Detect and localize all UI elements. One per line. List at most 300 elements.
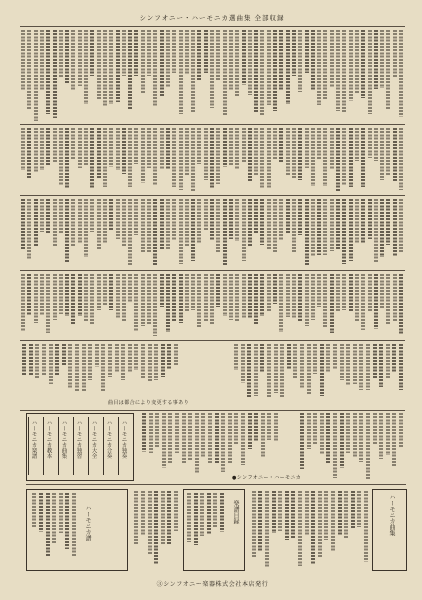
text-column: [298, 30, 302, 92]
text-column: [254, 413, 258, 442]
text-column: [179, 30, 183, 114]
text-column: [374, 128, 378, 161]
catalog-section-4: [20, 274, 405, 336]
section-rule-6: [26, 484, 406, 485]
text-column: [141, 274, 145, 326]
text-column: [103, 128, 107, 187]
text-column: [72, 493, 76, 557]
text-column: [366, 413, 370, 479]
text-column: [359, 413, 363, 462]
text-column: [52, 493, 56, 544]
text-column: [195, 413, 199, 473]
text-column: [134, 491, 138, 545]
header-rule: [20, 26, 405, 27]
text-column: [298, 274, 302, 321]
text-column: [399, 128, 403, 190]
text-column: [260, 344, 264, 372]
text-column: [197, 199, 201, 244]
text-column: [336, 30, 340, 111]
text-column: [273, 274, 277, 304]
text-column: [247, 344, 251, 397]
text-column: [273, 199, 277, 253]
text-column: [242, 128, 246, 162]
text-column: [166, 128, 170, 169]
text-column: [279, 128, 283, 163]
text-column: [207, 493, 211, 534]
text-column: [279, 274, 283, 332]
text-column: [59, 493, 63, 533]
text-column: [75, 344, 79, 392]
text-column: [21, 30, 25, 91]
text-column: [386, 199, 390, 245]
text-column: [326, 344, 330, 373]
bottom-center-box-title: 楽譜目録: [232, 500, 239, 524]
text-column: [59, 274, 63, 314]
text-column: [216, 274, 220, 307]
text-column: [280, 344, 284, 397]
text-column: [32, 493, 36, 527]
text-column: [317, 274, 321, 307]
text-column: [254, 344, 258, 396]
text-column: [291, 491, 295, 539]
text-column: [298, 491, 302, 566]
text-column: [248, 128, 252, 181]
text-column: [223, 274, 227, 316]
text-column: [210, 274, 214, 325]
text-column: [34, 30, 38, 121]
text-column: [311, 274, 315, 320]
text-column: [34, 199, 38, 247]
text-column: [386, 30, 390, 110]
text-column: [392, 344, 396, 373]
text-column: [210, 128, 214, 188]
text-column: [286, 274, 290, 317]
text-column: [248, 30, 252, 95]
text-column: [330, 30, 334, 87]
text-column: [191, 274, 195, 310]
text-column: [374, 30, 378, 89]
text-column: [342, 274, 346, 310]
text-column: [344, 491, 348, 539]
text-column: [185, 128, 189, 176]
text-column: [318, 491, 322, 558]
text-column: [279, 199, 283, 240]
text-column: [162, 413, 166, 468]
text-column: [128, 344, 132, 372]
text-column: [103, 30, 107, 107]
text-column: [153, 30, 157, 106]
text-column: [293, 344, 297, 378]
text-column: [355, 128, 359, 161]
text-column: [65, 128, 69, 189]
catalog-section-2: [20, 128, 405, 192]
text-column: [53, 274, 57, 320]
text-column: [167, 491, 171, 544]
text-column: [364, 491, 368, 562]
text-column: [342, 30, 346, 113]
text-column: [191, 199, 195, 261]
text-column: [68, 344, 72, 388]
text-column: [172, 128, 176, 187]
text-column: [65, 493, 69, 549]
text-column: [108, 344, 112, 377]
text-column: [267, 274, 271, 311]
text-column: [182, 413, 186, 463]
text-column: [336, 128, 340, 191]
text-column: [317, 30, 321, 105]
text-column: [65, 199, 69, 262]
text-column: [258, 491, 262, 552]
text-column: [71, 128, 75, 160]
text-column: [340, 344, 344, 380]
text-column: [128, 30, 132, 110]
text-column: [142, 413, 146, 452]
text-column: [46, 274, 50, 333]
text-column: [210, 199, 214, 240]
text-column: [267, 413, 271, 440]
text-column: [260, 199, 264, 245]
text-column: [229, 128, 233, 165]
text-column: [386, 274, 390, 324]
text-column: [317, 199, 321, 255]
text-column: [399, 199, 403, 253]
text-column: [267, 30, 271, 105]
text-column: [313, 344, 317, 374]
text-column: [167, 344, 171, 369]
text-column: [267, 199, 271, 249]
text-column: [254, 199, 258, 233]
text-column: [320, 344, 324, 396]
text-column: [361, 274, 365, 330]
text-column: [393, 199, 397, 256]
text-column: [197, 30, 201, 80]
text-column: [134, 344, 138, 370]
text-column: [21, 128, 25, 170]
text-column: [40, 199, 44, 232]
text-column: [213, 493, 217, 527]
text-column: [174, 344, 178, 366]
text-column: [49, 344, 53, 384]
ad-box-title: ハーモニカ曲集: [60, 420, 67, 459]
text-column: [298, 128, 302, 180]
text-column: [185, 30, 189, 75]
ad-box-title: ハーモニカ独習: [75, 420, 82, 459]
text-column: [59, 128, 63, 185]
text-column: [399, 413, 403, 447]
text-column: [330, 274, 334, 333]
page-footer-imprint: ③シンフオニー楽器株式会社本店発行: [156, 581, 269, 588]
text-column: [342, 128, 346, 185]
text-column: [179, 128, 183, 190]
text-column: [166, 274, 170, 332]
text-column: [109, 199, 113, 231]
text-column: [393, 128, 397, 181]
text-column: [46, 493, 50, 557]
text-column: [386, 413, 390, 455]
text-column: [326, 413, 330, 464]
text-column: [392, 413, 396, 466]
catalog-section-6: [140, 413, 280, 473]
text-column: [27, 128, 31, 178]
text-column: [97, 199, 101, 250]
text-column: [155, 413, 159, 448]
text-column: [46, 128, 50, 166]
text-column: [90, 274, 94, 325]
text-column: [252, 491, 256, 558]
text-column: [78, 30, 82, 86]
text-column: [128, 199, 132, 266]
text-column: [274, 413, 278, 442]
bottom-right-list: [250, 491, 370, 567]
text-column: [373, 344, 377, 379]
text-column: [115, 344, 119, 372]
text-column: [229, 199, 233, 239]
section-rule-1: [20, 124, 405, 125]
text-column: [242, 274, 246, 318]
text-column: [355, 199, 359, 243]
text-column: [21, 199, 25, 250]
text-column: [147, 274, 151, 325]
text-column: [278, 491, 282, 531]
text-column: [128, 274, 132, 302]
text-column: [216, 199, 220, 253]
text-column: [353, 344, 357, 384]
text-column: [134, 274, 138, 331]
text-column: [82, 344, 86, 392]
text-column: [307, 413, 311, 449]
text-column: [342, 199, 346, 264]
text-column: [368, 274, 372, 312]
text-column: [122, 199, 126, 246]
text-column: [103, 199, 107, 243]
text-column: [229, 274, 233, 320]
text-column: [220, 493, 224, 532]
text-column: [324, 491, 328, 540]
text-column: [78, 199, 82, 244]
text-column: [121, 344, 125, 380]
text-column: [267, 344, 271, 397]
text-column: [286, 199, 290, 234]
ad-box-title: ハーモニカ教本: [45, 420, 52, 459]
text-column: [149, 413, 153, 453]
text-column: [386, 128, 390, 175]
text-column: [333, 413, 337, 478]
text-column: [307, 344, 311, 395]
text-column: [40, 128, 44, 170]
text-column: [39, 493, 43, 532]
text-column: [353, 413, 357, 458]
text-column: [380, 30, 384, 88]
text-column: [305, 128, 309, 168]
bottom-right-box-title: ハーモニカ曲集: [388, 494, 395, 536]
text-column: [109, 128, 113, 167]
text-column: [53, 30, 57, 118]
section-rule-2: [20, 195, 405, 196]
text-column: [234, 413, 238, 445]
text-column: [109, 274, 113, 310]
bottom-left-box-title: ハーモニカ譜: [84, 505, 91, 541]
text-column: [254, 274, 258, 325]
text-column: [208, 413, 212, 464]
text-column: [216, 128, 220, 184]
text-column: [134, 30, 138, 76]
text-column: [116, 199, 120, 239]
text-column: [361, 30, 365, 98]
text-column: [254, 128, 258, 176]
text-column: [357, 491, 361, 527]
text-column: [260, 128, 264, 188]
catalog-section-1: [20, 30, 405, 122]
catalog-section-5-right: [230, 344, 405, 399]
text-column: [300, 413, 304, 469]
text-column: [331, 491, 335, 552]
bottom-notice: ●シンフオニー・ハーモニカ: [232, 475, 302, 481]
text-column: [154, 344, 158, 380]
catalog-section-7: [300, 413, 405, 481]
text-column: [333, 344, 337, 369]
text-column: [62, 344, 66, 366]
text-column: [204, 274, 208, 322]
text-column: [204, 30, 208, 73]
section-rule-5: [20, 410, 405, 411]
text-column: [141, 491, 145, 535]
text-column: [179, 199, 183, 264]
text-column: [323, 128, 327, 186]
text-column: [90, 30, 94, 76]
text-column: [285, 491, 289, 540]
text-column: [55, 344, 59, 375]
text-column: [386, 344, 390, 378]
text-column: [197, 274, 201, 327]
text-column: [399, 344, 403, 390]
text-column: [260, 30, 264, 116]
text-column: [292, 128, 296, 179]
text-column: [71, 30, 75, 91]
text-column: [330, 199, 334, 251]
text-column: [305, 491, 309, 535]
text-column: [359, 344, 363, 390]
text-column: [366, 344, 370, 390]
text-column: [241, 344, 245, 383]
text-column: [235, 30, 239, 97]
text-column: [355, 30, 359, 94]
text-column: [160, 30, 164, 96]
text-column: [260, 274, 264, 316]
text-column: [153, 128, 157, 185]
text-column: [323, 274, 327, 328]
text-column: [292, 30, 296, 76]
text-column: [265, 491, 269, 567]
text-column: [368, 30, 372, 114]
text-column: [116, 128, 120, 170]
text-column: [101, 344, 105, 391]
text-column: [215, 413, 219, 463]
text-column: [84, 199, 88, 257]
text-column: [311, 30, 315, 90]
text-column: [361, 199, 365, 244]
text-column: [148, 344, 152, 381]
text-column: [27, 199, 31, 259]
text-column: [286, 128, 290, 176]
text-column: [122, 274, 126, 321]
text-column: [147, 128, 151, 168]
text-column: [368, 199, 372, 239]
text-column: [191, 30, 195, 113]
text-column: [134, 128, 138, 164]
text-column: [399, 274, 403, 335]
text-column: [349, 30, 353, 101]
text-column: [84, 30, 88, 104]
text-column: [46, 30, 50, 114]
text-column: [279, 30, 283, 90]
text-column: [286, 30, 290, 104]
text-column: [160, 199, 164, 250]
text-column: [78, 128, 82, 168]
text-column: [174, 491, 178, 531]
text-column: [234, 344, 238, 370]
text-column: [311, 199, 315, 256]
text-column: [166, 199, 170, 249]
text-column: [330, 128, 334, 169]
text-column: [191, 128, 195, 192]
text-column: [40, 274, 44, 315]
text-column: [235, 199, 239, 241]
text-column: [274, 344, 278, 393]
text-column: [59, 199, 63, 234]
text-column: [141, 344, 145, 379]
text-column: [134, 199, 138, 235]
text-column: [128, 128, 132, 187]
bottom-left-list: [30, 493, 78, 565]
text-column: [374, 199, 378, 262]
text-column: [261, 413, 265, 458]
text-column: [175, 413, 179, 453]
text-column: [187, 493, 191, 542]
text-column: [201, 413, 205, 457]
text-column: [223, 199, 227, 265]
text-column: [204, 128, 208, 180]
text-column: [254, 30, 258, 113]
text-column: [349, 199, 353, 261]
text-column: [248, 413, 252, 449]
text-column: [148, 491, 152, 555]
text-column: [88, 344, 92, 380]
text-column: [166, 30, 170, 87]
text-column: [161, 344, 165, 377]
text-column: [116, 274, 120, 319]
text-column: [185, 274, 189, 312]
text-column: [311, 491, 315, 564]
text-column: [84, 274, 88, 322]
text-column: [300, 344, 304, 388]
text-column: [216, 30, 220, 80]
text-column: [380, 274, 384, 308]
text-column: [228, 413, 232, 464]
text-column: [305, 199, 309, 266]
text-column: [323, 199, 327, 255]
text-column: [340, 413, 344, 468]
bottom-center-list: [186, 493, 226, 565]
text-column: [223, 128, 227, 167]
text-column: [141, 128, 145, 183]
text-column: [305, 274, 309, 326]
text-column: [379, 413, 383, 459]
text-column: [380, 199, 384, 257]
text-column: [71, 274, 75, 325]
text-column: [320, 413, 324, 454]
text-column: [53, 128, 57, 162]
text-column: [241, 413, 245, 465]
